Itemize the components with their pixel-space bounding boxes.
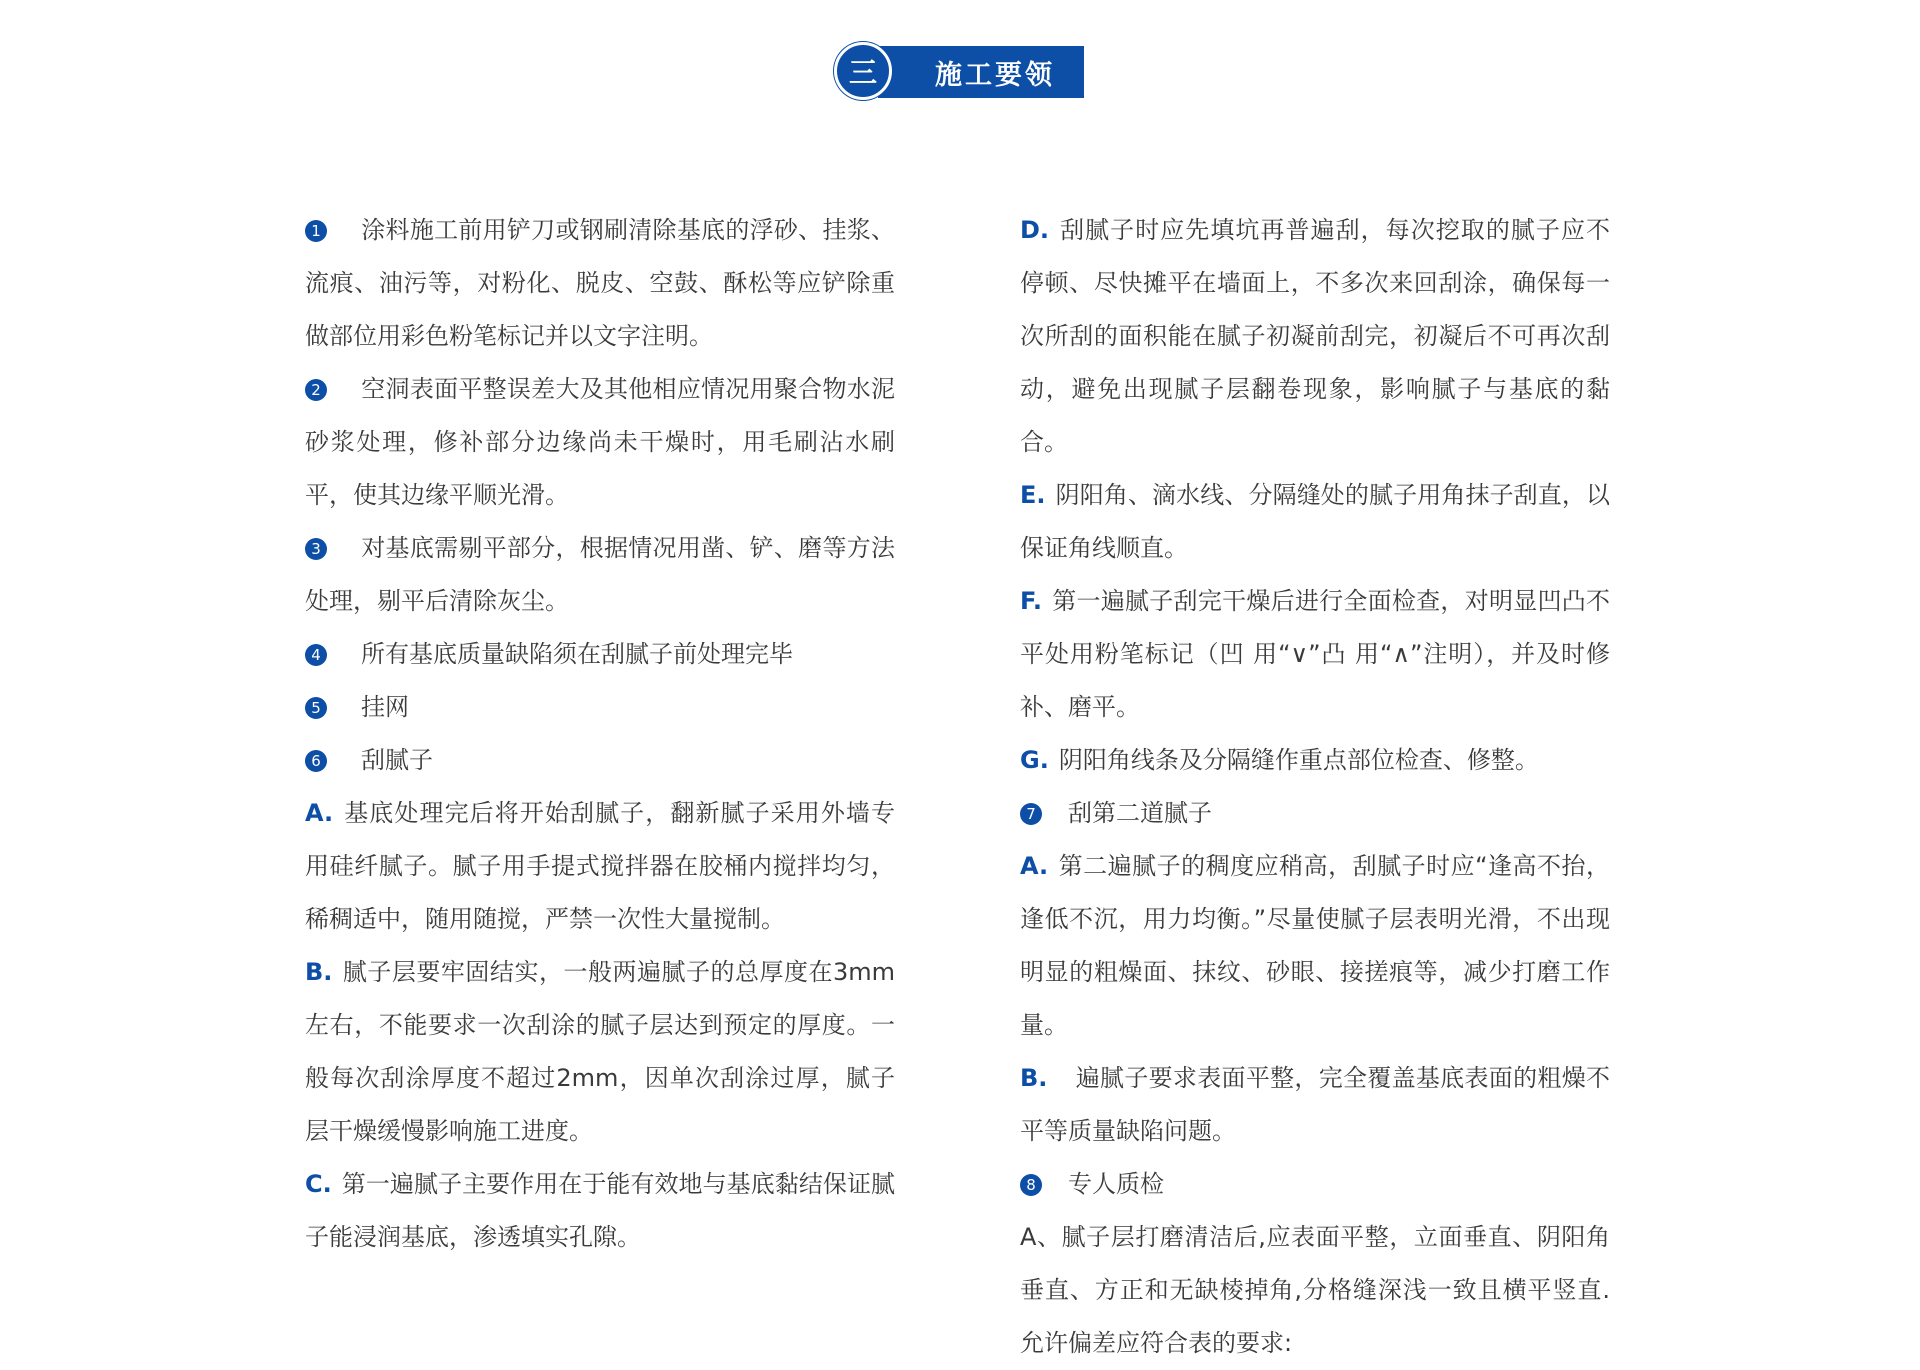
sub-item: [1020, 575, 1610, 734]
sub-item: [305, 787, 895, 946]
step-item: [305, 522, 895, 628]
step-item: [1020, 787, 1610, 840]
sub-item-letter: B.: [305, 958, 333, 986]
step-number-badge: 5: [305, 697, 327, 719]
step-text: 专人质检: [1068, 1170, 1164, 1198]
sub-item-text: 第二遍腻子的稠度应稍高，刮腻子时应“逢高不抬，逢低不沉，用力均衡。”尽量使腻子层表明光滑，不出现明显的粗燥面、抹纹、砂眼、接搓痕等，减少打磨工作量。: [1020, 852, 1610, 1039]
sub-item-text: 第一遍腻子主要作用在于能有效地与基底黏结保证腻子能浸润基底，渗透填实孔隙。: [305, 1170, 895, 1251]
step-text: 空洞表面平整误差大及其他相应情况用聚合物水泥砂浆处理，修补部分边缘尚未干燥时，用毛刷沾水刷平，使其边缘平顺光滑。: [305, 375, 895, 509]
sub-item-text: 基底处理完后将开始刮腻子，翻新腻子采用外墙专用硅纤腻子。腻子用手提式搅拌器在胶桶内搅拌均匀，稀稠适中，随用随搅，严禁一次性大量搅制。: [305, 799, 895, 933]
sub-item-letter: G.: [1020, 746, 1049, 774]
step-text: 对基底需剔平部分，根据情况用凿、铲、磨等方法处理，剔平后清除灰尘。: [305, 534, 895, 615]
sub-item-letter: E.: [1020, 481, 1046, 509]
sub-item: [1020, 469, 1610, 575]
section-title: 施工要领: [935, 59, 1055, 91]
step-text: 刮腻子: [361, 746, 433, 774]
step-text: 所有基底质量缺陷须在刮腻子前处理完毕: [361, 640, 793, 668]
sub-item-text: 刮腻子时应先填坑再普遍刮，每次挖取的腻子应不停顿、尽快摊平在墙面上，不多次来回刮涂，确保每一次所刮的面积能在腻子初凝前刮完，初凝后不可再次刮动，避免出现腻子层翻卷现象，影响腻子与基底的黏合。: [1020, 216, 1610, 456]
sub-item-text: 遍腻子要求表面平整，完全覆盖基底表面的粗燥不平等质量缺陷问题。: [1020, 1064, 1610, 1145]
step-item: [1020, 1158, 1610, 1211]
sub-item-letter: B.: [1020, 1064, 1048, 1092]
section-title-bar: [878, 46, 1084, 98]
left-column: [305, 204, 895, 1264]
sub-item-text: 阴阳角线条及分隔缝作重点部位检查、修整。: [1058, 746, 1539, 774]
step-text: 刮第二道腻子: [1068, 799, 1212, 827]
section-header: [834, 42, 1084, 102]
sub-item-text: 腻子层要牢固结实，一般两遍腻子的总厚度在3mm左右，不能要求一次刮涂的腻子层达到预定的厚度。一般每次刮涂厚度不超过2mm，因单次刮涂过厚，腻子层干燥缓慢影响施工进度。: [305, 958, 895, 1145]
step-text: 涂料施工前用铲刀或钢刷清除基底的浮砂、挂浆、流痕、油污等，对粉化、脱皮、空鼓、酥松等应铲除重做部位用彩色粉笔标记并以文字注明。: [305, 216, 895, 350]
sub-item-letter: C.: [305, 1170, 332, 1198]
sub-item: [1020, 1052, 1610, 1158]
step-number-badge: 6: [305, 750, 327, 772]
step-number-badge: 4: [305, 644, 327, 666]
step-number-badge: 3: [305, 538, 327, 560]
step-item: [305, 204, 895, 363]
step-item: [305, 363, 895, 522]
sub-item: [1020, 840, 1610, 1052]
paragraph: [1020, 1211, 1610, 1370]
sub-item-letter: F.: [1020, 587, 1042, 615]
step-number-badge: 1: [305, 220, 327, 242]
step-item: [305, 681, 895, 734]
sub-item-letter: A.: [1020, 852, 1049, 880]
right-column: [1020, 204, 1610, 1370]
section-number-badge: [834, 42, 892, 100]
sub-item-letter: A.: [305, 799, 334, 827]
sub-item: [305, 946, 895, 1158]
step-number-badge: 2: [305, 379, 327, 401]
paragraph-text: A、腻子层打磨清洁后,应表面平整，立面垂直、阴阳角垂直、方正和无缺棱掉角,分格缝深浅一致且横平竖直.允许偏差应符合表的要求:: [1020, 1223, 1610, 1357]
section-number: 三: [848, 56, 877, 89]
sub-item: [305, 1158, 895, 1264]
sub-item-letter: D.: [1020, 216, 1050, 244]
step-item: [305, 628, 895, 681]
step-item: [305, 734, 895, 787]
sub-item-text: 第一遍腻子刮完干燥后进行全面检查，对明显凹凸不平处用粉笔标记（凹 用“∨”凸 用“∧”注明），并及时修补、磨平。: [1020, 587, 1610, 721]
step-number-badge: 8: [1020, 1174, 1042, 1196]
step-text: 挂网: [361, 693, 409, 721]
sub-item: [1020, 204, 1610, 469]
sub-item-text: 阴阳角、滴水线、分隔缝处的腻子用角抹子刮直，以保证角线顺直。: [1020, 481, 1610, 562]
sub-item: [1020, 734, 1610, 787]
step-number-badge: 7: [1020, 803, 1042, 825]
